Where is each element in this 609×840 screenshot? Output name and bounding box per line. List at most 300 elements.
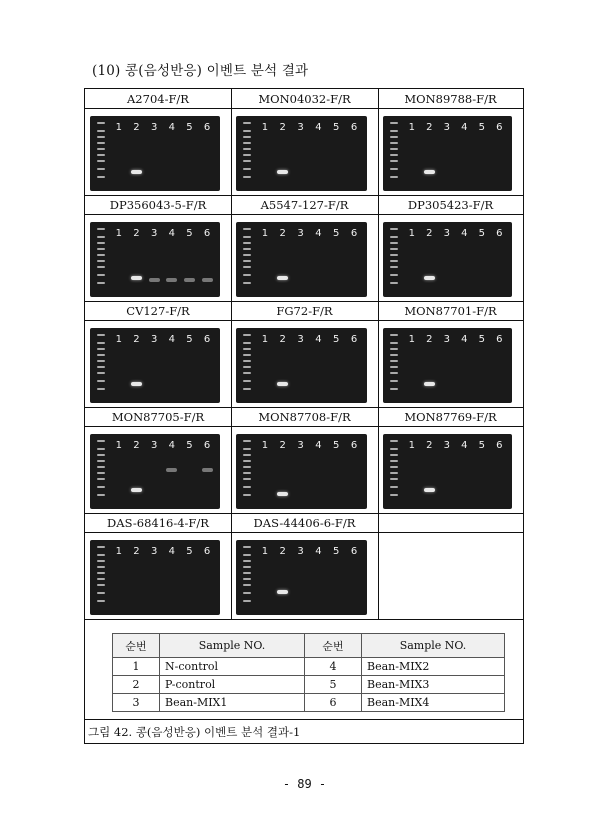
pcr-band [424,170,435,174]
faint-band [202,278,213,282]
ladder-band [243,566,251,568]
lane-label: 6 [350,122,358,133]
ladder-band [243,130,251,132]
gel-panel [85,89,231,195]
ladder-band [97,466,105,468]
lane-label: 1 [261,122,269,133]
ladder-band [97,266,105,268]
lane-label: 5 [478,440,485,451]
ladder-band [97,372,105,374]
ladder-band [97,160,105,162]
gel-title: DAS-44406-6-F/R [253,516,356,530]
gel-title: CV127-F/R [126,304,190,318]
gel-image [236,328,367,403]
ladder-band [243,472,251,474]
lane-label: 1 [408,122,415,133]
ladder-band [243,466,251,468]
lane-labels [256,228,363,239]
gel-panel [378,195,523,301]
ladder-band [243,260,251,262]
ladder-band [97,260,105,262]
header-order-2: 순번 [305,634,362,658]
lane-label: 4 [461,122,468,133]
gel-title: DP305423-F/R [407,198,494,212]
pcr-band [277,276,288,280]
ladder-band [243,142,251,144]
ladder-band [390,274,398,276]
ladder-band [390,260,398,262]
ladder-band [243,176,251,178]
lane-label: 4 [315,440,322,451]
grid-line [85,619,523,620]
lane-label: 6 [496,122,503,133]
ladder-band [390,168,398,170]
ladder-band [390,388,398,390]
ladder-band [97,176,105,178]
lane-label: 3 [297,228,304,239]
ladder-band [390,248,398,250]
lane-label: 6 [350,334,358,345]
table-cell: P-control [160,676,305,694]
caption-divider [85,719,523,720]
ladder-band [243,360,251,362]
lane-label: 1 [261,334,269,345]
lane-label: 4 [168,440,175,451]
ladder-band [390,176,398,178]
ladder-band [243,572,251,574]
lane-label: 2 [426,228,433,239]
section-heading: (10) 콩(음성반응) 이벤트 분석 결과 [92,63,309,79]
faint-band [202,468,213,472]
ladder-band [243,254,251,256]
ladder-band [390,466,398,468]
figure-caption: 그림 42. 콩(음성반응) 이벤트 분석 결과-1 [88,725,301,739]
gel-image [236,434,367,509]
lane-labels [110,122,216,133]
ladder-band [97,168,105,170]
lane-labels [403,440,508,451]
ladder-band [243,122,251,124]
pcr-band [277,590,288,594]
table-cell: 6 [305,694,362,712]
lane-label: 3 [443,334,450,345]
ladder-band [243,366,251,368]
lane-label: 1 [115,546,123,557]
pcr-band [424,276,435,280]
pcr-band [131,382,142,386]
gel-panel [231,89,378,195]
table-cell: 5 [305,676,362,694]
ladder-band [97,448,105,450]
ladder-band [243,236,251,238]
lane-labels [403,334,508,345]
lane-label: 3 [150,334,158,345]
lane-label: 3 [297,334,304,345]
ladder-band [97,148,105,150]
lane-label: 4 [168,546,175,557]
ladder-band [97,486,105,488]
ladder-band [97,584,105,586]
pcr-band [277,492,288,496]
ladder-band [97,122,105,124]
ladder-band [390,494,398,496]
lane-label: 4 [461,334,468,345]
ladder-band [97,366,105,368]
gel-image [90,116,220,191]
ladder-band [243,494,251,496]
lane-label: 4 [461,228,468,239]
lane-label: 3 [443,122,450,133]
gel-image [236,222,367,297]
lane-label: 1 [261,228,269,239]
lane-label: 6 [203,122,211,133]
ladder-band [243,274,251,276]
ladder-band [97,472,105,474]
ladder-band [390,454,398,456]
gel-title: DAS-68416-4-F/R [107,516,209,530]
gel-title: MON87701-F/R [404,304,497,318]
lane-labels [110,228,216,239]
ladder-band [390,242,398,244]
ladder-band [243,372,251,374]
lane-label: 3 [297,122,304,133]
ladder-band [243,600,251,602]
lane-label: 1 [115,122,123,133]
lane-label: 6 [350,546,358,557]
faint-band [166,278,177,282]
lane-label: 5 [186,122,193,133]
gel-panel [85,407,231,513]
pcr-band [424,382,435,386]
gel-title: MON87769-F/R [404,410,497,424]
ladder-band [243,478,251,480]
ladder-band [390,160,398,162]
lane-label: 6 [496,334,503,345]
lane-label: 5 [333,440,340,451]
lane-label: 3 [297,440,304,451]
ladder-band [243,486,251,488]
ladder-band [97,342,105,344]
table-row [113,658,505,676]
sample-table-header [113,634,505,658]
gel-title: DP356043-5-F/R [109,198,207,212]
ladder-band [243,546,251,548]
lane-label: 5 [186,440,193,451]
table-cell: Bean-MIX1 [160,694,305,712]
ladder-band [243,160,251,162]
gel-title: FG72-F/R [276,304,333,318]
ladder-band [390,372,398,374]
gel-title: A5547-127-F/R [260,198,349,212]
ladder-band [390,380,398,382]
lane-label: 6 [496,228,503,239]
gel-image [383,328,512,403]
pcr-band [131,170,142,174]
ladder-band [390,342,398,344]
gel-image [90,328,220,403]
ladder-band [243,584,251,586]
gel-panel [378,301,523,407]
ladder-band [97,348,105,350]
page-number: - 89 - [282,777,327,791]
ladder-band [243,354,251,356]
ladder-band [97,494,105,496]
lane-label: 4 [315,228,322,239]
ladder-band [390,130,398,132]
lane-label: 5 [478,122,485,133]
lane-labels [256,334,363,345]
lane-label: 5 [186,334,193,345]
lane-label: 6 [203,440,211,451]
lane-label: 2 [426,440,433,451]
lane-label: 5 [478,334,485,345]
ladder-band [390,360,398,362]
ladder-band [390,148,398,150]
ladder-band [390,486,398,488]
ladder-band [97,560,105,562]
gel-title: A2704-F/R [127,92,189,106]
ladder-band [97,254,105,256]
pcr-band [424,488,435,492]
gel-panel [231,195,378,301]
ladder-band [390,472,398,474]
ladder-band [390,478,398,480]
ladder-band [243,440,251,442]
lane-label: 2 [279,122,286,133]
ladder-band [243,242,251,244]
lane-label: 4 [315,546,322,557]
gel-panel [231,407,378,513]
lane-label: 1 [408,228,415,239]
ladder-band [243,282,251,284]
gel-panel [378,407,523,513]
ladder-band [97,546,105,548]
lane-label: 1 [115,440,123,451]
ladder-band [243,228,251,230]
ladder-band [243,460,251,462]
ladder-band [97,454,105,456]
ladder-band [243,578,251,580]
lane-label: 4 [168,334,175,345]
lane-label: 2 [133,440,140,451]
ladder-band [390,228,398,230]
ladder-band [97,248,105,250]
ladder-band [97,380,105,382]
ladder-band [390,282,398,284]
ladder-band [97,136,105,138]
gel-image [90,540,220,615]
lane-label: 2 [279,228,286,239]
lane-label: 3 [443,440,450,451]
ladder-band [97,282,105,284]
ladder-band [243,154,251,156]
lane-label: 1 [408,440,415,451]
ladder-band [390,122,398,124]
lane-label: 6 [203,546,211,557]
pcr-band [131,488,142,492]
lane-label: 1 [115,228,123,239]
lane-labels [256,546,363,557]
lane-label: 3 [150,546,158,557]
lane-label: 3 [150,440,158,451]
lane-label: 3 [443,228,450,239]
lane-label: 1 [261,440,269,451]
ladder-band [390,254,398,256]
table-cell: 3 [113,694,160,712]
lane-label: 5 [333,546,340,557]
ladder-band [97,274,105,276]
gel-panel [231,301,378,407]
lane-label: 5 [186,228,193,239]
ladder-band [243,560,251,562]
ladder-band [390,440,398,442]
ladder-band [390,334,398,336]
lane-labels [403,228,508,239]
ladder-band [97,388,105,390]
ladder-band [243,448,251,450]
ladder-band [243,266,251,268]
gel-panel [85,195,231,301]
lane-labels [110,334,216,345]
table-row [113,676,505,694]
lane-label: 5 [333,228,340,239]
ladder-band [390,266,398,268]
lane-label: 5 [333,122,340,133]
lane-label: 4 [315,122,322,133]
table-cell: 4 [305,658,362,676]
lane-label: 4 [461,440,468,451]
lane-label: 2 [279,546,286,557]
header-sample-2: Sample NO. [362,634,505,658]
lane-label: 2 [133,546,140,557]
pcr-band [131,276,142,280]
ladder-band [97,142,105,144]
ladder-band [97,130,105,132]
ladder-band [97,154,105,156]
ladder-band [97,242,105,244]
ladder-band [97,354,105,356]
gel-panel [85,513,231,619]
gel-image [383,434,512,509]
table-cell: 2 [113,676,160,694]
sample-table [112,633,505,712]
lane-label: 5 [478,228,485,239]
gel-panel [85,301,231,407]
table-row [113,694,505,712]
ladder-band [243,348,251,350]
gel-panel [231,513,378,619]
lane-label: 2 [133,228,140,239]
ladder-band [390,154,398,156]
lane-labels [403,122,508,133]
gel-image [383,222,512,297]
faint-band [166,468,177,472]
lane-label: 3 [150,122,158,133]
ladder-band [97,360,105,362]
gel-image [383,116,512,191]
gel-panel [378,89,523,195]
table-cell: Bean-MIX2 [362,658,505,676]
lane-label: 1 [115,334,123,345]
lane-labels [110,546,216,557]
lane-labels [110,440,216,451]
gel-title: MON89788-F/R [404,92,497,106]
ladder-band [390,460,398,462]
ladder-band [390,136,398,138]
ladder-band [390,366,398,368]
ladder-band [243,136,251,138]
lane-label: 4 [315,334,322,345]
ladder-band [243,388,251,390]
ladder-band [97,236,105,238]
lane-label: 1 [408,334,415,345]
ladder-band [243,248,251,250]
ladder-band [97,600,105,602]
ladder-band [390,354,398,356]
pcr-band [277,170,288,174]
lane-label: 2 [133,122,140,133]
lane-label: 2 [279,334,286,345]
table-cell: 1 [113,658,160,676]
lane-label: 5 [186,546,193,557]
ladder-band [390,348,398,350]
pcr-band [277,382,288,386]
lane-label: 2 [426,122,433,133]
ladder-band [243,168,251,170]
lane-label: 6 [350,228,358,239]
ladder-band [97,566,105,568]
ladder-band [97,592,105,594]
ladder-band [243,592,251,594]
ladder-band [97,554,105,556]
lane-label: 2 [279,440,286,451]
lane-label: 6 [203,228,211,239]
lane-label: 2 [133,334,140,345]
table-cell: Bean-MIX4 [362,694,505,712]
ladder-band [97,478,105,480]
ladder-band [97,572,105,574]
table-cell: N-control [160,658,305,676]
ladder-band [97,334,105,336]
ladder-band [97,460,105,462]
lane-label: 3 [297,546,304,557]
ladder-band [243,342,251,344]
ladder-band [390,236,398,238]
gel-image [236,540,367,615]
lane-label: 4 [168,228,175,239]
ladder-band [243,380,251,382]
lane-label: 3 [150,228,158,239]
gel-title: MON87708-F/R [258,410,351,424]
lane-labels [256,122,363,133]
ladder-band [390,142,398,144]
ladder-band [97,228,105,230]
table-cell: Bean-MIX3 [362,676,505,694]
ladder-band [390,448,398,450]
gel-image [90,434,220,509]
lane-label: 6 [350,440,358,451]
lane-label: 6 [203,334,211,345]
header-order-1: 순번 [113,634,160,658]
ladder-band [243,148,251,150]
lane-label: 5 [333,334,340,345]
ladder-band [97,440,105,442]
faint-band [184,278,195,282]
ladder-band [243,334,251,336]
lane-labels [256,440,363,451]
lane-label: 6 [496,440,503,451]
ladder-band [243,554,251,556]
